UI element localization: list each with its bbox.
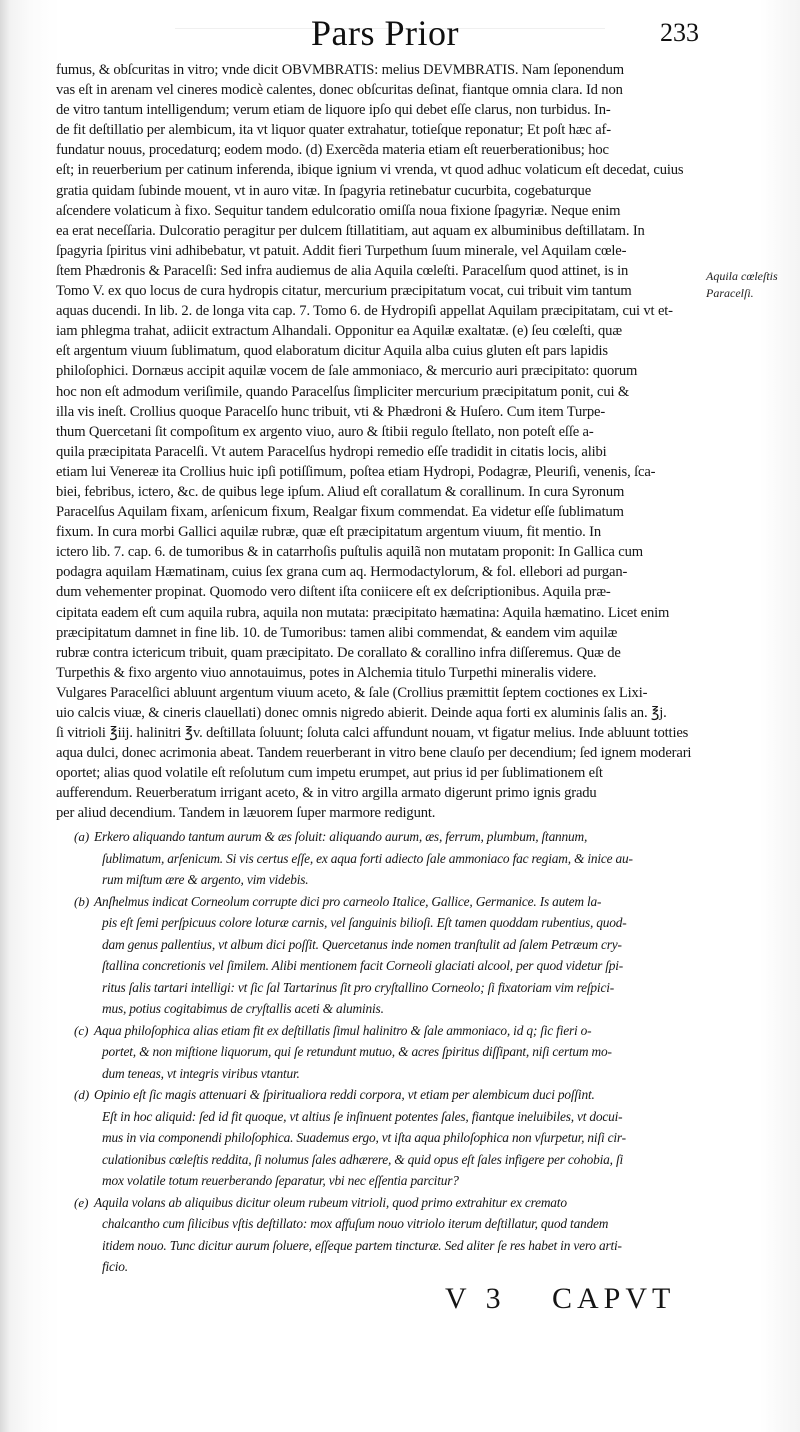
- body-line: etiam lui Venereæ ita Crollius huic ipſi potiſſimum, poſtea etiam Hydropi, Podagræ, Pleuriſi, venenis, ſca-: [56, 463, 656, 480]
- body-line: oportet; alias quod volatile eſt reſolutum cum impetu erumpet, aut prius id per ſublimationem eſt: [56, 765, 603, 782]
- footnote-line: dum teneas, vt integris viribus vtantur.: [102, 1065, 300, 1081]
- footnote-marker: (d): [74, 1087, 90, 1102]
- footnote-line: Anſhelmus indicat Corneolum corrupte dici pro carneolo Italice, Gallice, Germanice. Is autem la-: [94, 893, 602, 909]
- footnote: [74, 1020, 664, 1085]
- body-line: podagra aquilam Hæmatinam, cuius ſex grana cum aq. Hermodactylorum, & fol. ellebori ad purgan-: [56, 564, 628, 581]
- body-text: [56, 60, 706, 824]
- body-line: gratia quidam ſubinde mouent, vt in auro vitæ. In ſpagyria retinebatur cucurbita, cogebaturque: [56, 182, 592, 199]
- footnote-line: itidem nouo. Tunc dicitur aurum ſoluere, eſſeque partem tincturæ. Sed aliter ſe res habet in vero arti-: [102, 1237, 622, 1253]
- footnote-line: ritus ſalis tartari intelligi: vt ſic ſal Tartarinus ſit pro cryſtallino Corneolo; ſi fixatoriam vim reſpici-: [102, 979, 614, 995]
- body-line: fixum. In cura morbi Gallici aquilæ rubræ, quæ eſt præcipitatum argentum viuum, fit mentio. In: [56, 524, 601, 541]
- footnote: [74, 1084, 664, 1192]
- body-line: Paracelſus Aquilam fixam, arſenicum fixum, Realgar fixum commendat. Ea videtur eſſe ſublimatum: [56, 504, 624, 521]
- body-line: de vitro tantum intelligendum; verum etiam de liquore ipſo qui debet eſſe clarus, non turbidus. In-: [56, 102, 611, 119]
- footnote-line: dam genus pallentius, vt album dici poſſit. Quercetanus inde nomen tranſtulit ad ſalem Petræum cry-: [102, 936, 622, 952]
- body-line: ea erat neceſſaria. Dulcoratio peragitur per dulcem ſtillatitiam, aut aquam ex albuminibus deſtillatam. In: [56, 222, 645, 239]
- footnote-line: rum miſtum ære & argento, vim videbis.: [102, 872, 309, 887]
- body-line: illa vis ineſt. Crollius quoque Paracelſo hunc tribuit, vti & Phædroni & Huſero. Cum item Turpe-: [56, 403, 606, 420]
- body-line: dum vehementer propinat. Quomodo vero diſtent iſta coniicere eſt ex deſcriptionibus. Aquila præ-: [56, 584, 611, 601]
- body-line: biei, febribus, ictero, &c. de quibus lege ipſum. Aliud eſt corallatum & corallinum. In cura Syronum: [56, 483, 625, 500]
- footnote-line: ficio.: [102, 1259, 128, 1274]
- body-line: thum Quercetani ſit compoſitum ex argento viuo, auro & ſtibii regulo ſtellato, non poteſt eſſe a-: [56, 423, 594, 440]
- footnote-line: ſtallina concretionis vel ſimilem. Alibi mentionem facit Corneoli glaciati alcool, per quod videtur ſpi-: [102, 958, 624, 973]
- footnote-line: chalcantho cum ſilicibus vſtis deſtillato: mox affuſum nouo vitriolo iterum deſtillatur, quod tandem: [102, 1216, 609, 1231]
- footnotes: [74, 826, 664, 1278]
- margin-note: Aquila cœleſtis Paracelſi.: [706, 269, 778, 300]
- body-line: philoſophici. Dornæus accipit aquilæ vocem de ſale ammoniaco, & mercurio auri præcipitato: quorum: [56, 363, 638, 380]
- body-line: Turpethis & fixo argento viuo annotauimus, potes in Alchemia titulo Turpethi mineralis videre.: [56, 664, 597, 681]
- footnote: [74, 891, 664, 1020]
- body-line: Vulgares Paracelſici abluunt argentum viuum aceto, & ſale (Crollius præmittit ſeptem coctiones ex Lixi-: [56, 684, 648, 701]
- footnote-line: Eſt in hoc aliquid: ſed id fit quoque, vt altius ſe inſinuent potentes ſales, fiantque ineluibiles, vt docui-: [102, 1108, 623, 1124]
- catchword: CAPVT: [552, 1282, 676, 1315]
- body-line: aquas ducendi. In lib. 2. de longa vita cap. 7. Tomo 6. de Hydropiſi appellat Aquilam præcipitatam, cui vt et-: [56, 303, 673, 320]
- body-line: aſcendere volaticum à fixo. Sequitur tandem edulcoratio omiſſa noua fixione ſpagyriæ. Neque enim: [56, 202, 621, 219]
- footnote-line: culationibus cœleſtis reddita, ſi nolumus ſales adhærere, & quid opus eſt ſales infigere per cohobia, ſi: [102, 1151, 623, 1167]
- body-line: ſi vitrioli ℥iij. halinitri ℥v. deſtillata ſoluunt; ſoluta calci affundunt nouam, vt figatur melius. Inde abluunt totties: [56, 725, 689, 742]
- body-line: ſtem Phædronis & Paracelſi: Sed infra audiemus de alia Aquila cœleſti. Paracelſum quod attinet, is in: [56, 262, 629, 279]
- body-line: per aliud decendium. Tandem in læuorem ſuper marmore redigunt.: [56, 805, 436, 822]
- footnote-line: mus in via componendi philoſophica. Suademus ergo, vt iſta aqua philoſophica non vſurpetur, niſi cir-: [102, 1130, 626, 1145]
- footnote-line: mox volatile totum reuerberando ſeparatur, vbi nec eſſentia parcitur?: [102, 1173, 459, 1188]
- footnote-line: mus, potius cogitabimus de cryſtallis aceti & aluminis.: [102, 1001, 384, 1016]
- footnote-line: Aquila volans ab aliquibus dicitur oleum rubeum vitrioli, quod primo extrahitur ex cremato: [94, 1194, 567, 1210]
- body-line: de fit deſtillatio per alembicum, ita vt liquor quater extrahatur, totieſque reponatur; Et poſt hæc af-: [56, 122, 611, 139]
- footnote-line: Opinio eſt ſic magis attenuari & ſpiritualiora reddi corpora, vt etiam per alembicum duci poſſint.: [94, 1087, 595, 1102]
- body-line: aqua dulci, donec acrimonia abeat. Tandem reuerberant in vitro bene clauſo per decendium; ſed ignem moderari: [56, 745, 692, 762]
- footnote: [74, 826, 664, 891]
- page-number: 233: [660, 18, 699, 47]
- footnote-line: Erkero aliquando tantum aurum & æs ſoluit: aliquando aurum, æs, ferrum, plumbum, ſtannum,: [94, 829, 588, 844]
- footnote-line: ſublimatum, arſenicum. Si vis certus eſſe, ex aqua forti adiecto ſale ammoniaco fac regiam, & inice au-: [102, 850, 633, 866]
- body-line: quila præcipitata Paracelſi. Vt autem Paracelſus hydropi remedio eſſe tradidit in citatis locis, alibi: [56, 443, 607, 460]
- footnote-line: pis eſt ſemi perſpicuus colore loturæ carnis, vel ſanguinis bilioſi. Eſt tamen quoddam rubentius, quod-: [102, 915, 627, 930]
- body-line: uio calcis viuæ, & cineris clauellati) donec omnis nigredo abierit. Deinde aqua forti ex aluminis ſalis an. ℥j.: [56, 705, 667, 721]
- body-line: aufferendum. Reuerberatum irrigant aceto, & in vitro argilla armato digerunt primo ignis gradu: [56, 785, 597, 802]
- footnote-marker: (b): [74, 893, 90, 909]
- body-line: fumus, & obſcuritas in vitro; vnde dicit OBVMBRATIS: melius DEVMBRATIS. Nam ſeponendum: [56, 62, 624, 78]
- footnote-line: Aqua philoſophica alias etiam fit ex deſtillatis ſimul halinitro & ſale ammoniaco, id q; ſic fieri o-: [94, 1022, 592, 1038]
- body-line: rubræ contra ictericum tribuit, quam præcipitato. De corallato & corallino infra diſſeremus. Quæ de: [56, 644, 621, 661]
- page-footer: [0, 1282, 800, 1322]
- body-line: eſt; in reuerberium per catinum inferenda, ibique ignium vi vrenda, vt quod adhuc volaticum eſt decedat, cuius: [56, 162, 684, 179]
- body-line: ictero lib. 7. cap. 6. de tumoribus & in catarrhoſis puſtulis aquilã non mutatam proponit: In Gallica cum: [56, 544, 643, 561]
- body-line: vas eſt in arenam vel cineres modicè calentes, donec obſcuritas deſinat, fiantque omnia clara. Id non: [56, 82, 623, 99]
- body-line: hoc non eſt admodum veriſimile, quando Paracelſus ſimpliciter mercurium præcipitatum ponit, cui &: [56, 383, 630, 400]
- footnote-marker: (c): [74, 1022, 89, 1038]
- body-line: Tomo V. ex quo locus de cura hydropis citatur, mercurium præcipitatum vocat, cui tribuit vim tantum: [56, 283, 632, 300]
- signature-mark: V 3: [445, 1282, 507, 1315]
- body-line: fundatur nouus, procedaturq; eodem modo. (d) Exercẽda materia etiam eſt reuerberationibus; hoc: [56, 142, 609, 159]
- running-title: Pars Prior: [311, 13, 459, 53]
- footnote-marker: (a): [74, 829, 90, 844]
- body-line: iam phlegma trahat, adiicit extractum Alhandali. Opponitur ea Aquilæ exaltatæ. (e) ſeu cœleſti, quæ: [56, 323, 622, 340]
- footnote: [74, 1192, 664, 1278]
- body-line: ſpagyria ſpiritus vini adhibebatur, vt patuit. Addit fieri Turpethum ſuum minerale, vel Aquilam cœle-: [56, 242, 627, 259]
- footnote-line: portet, & non miſtione liquorum, qui ſe retundunt mutuo, & acres ſpiritus diſſipant, niſi certum mo-: [102, 1044, 612, 1059]
- body-line: cipitata eadem eſt cum aquila rubra, aquila non mutata: præcipitato hæmatina: Aquila hæmatino. Licet enim: [56, 604, 670, 621]
- body-line: eſt argentum viuum ſublimatum, quod elaboratum dicitur Aquila alba cuius gluten eſt pars lapidis: [56, 343, 608, 360]
- body-line: præcipitatum damnet in fine lib. 10. de Tumoribus: tamen alibi commendat, & eandem vim aquilæ: [56, 624, 618, 641]
- footnote-marker: (e): [74, 1194, 89, 1210]
